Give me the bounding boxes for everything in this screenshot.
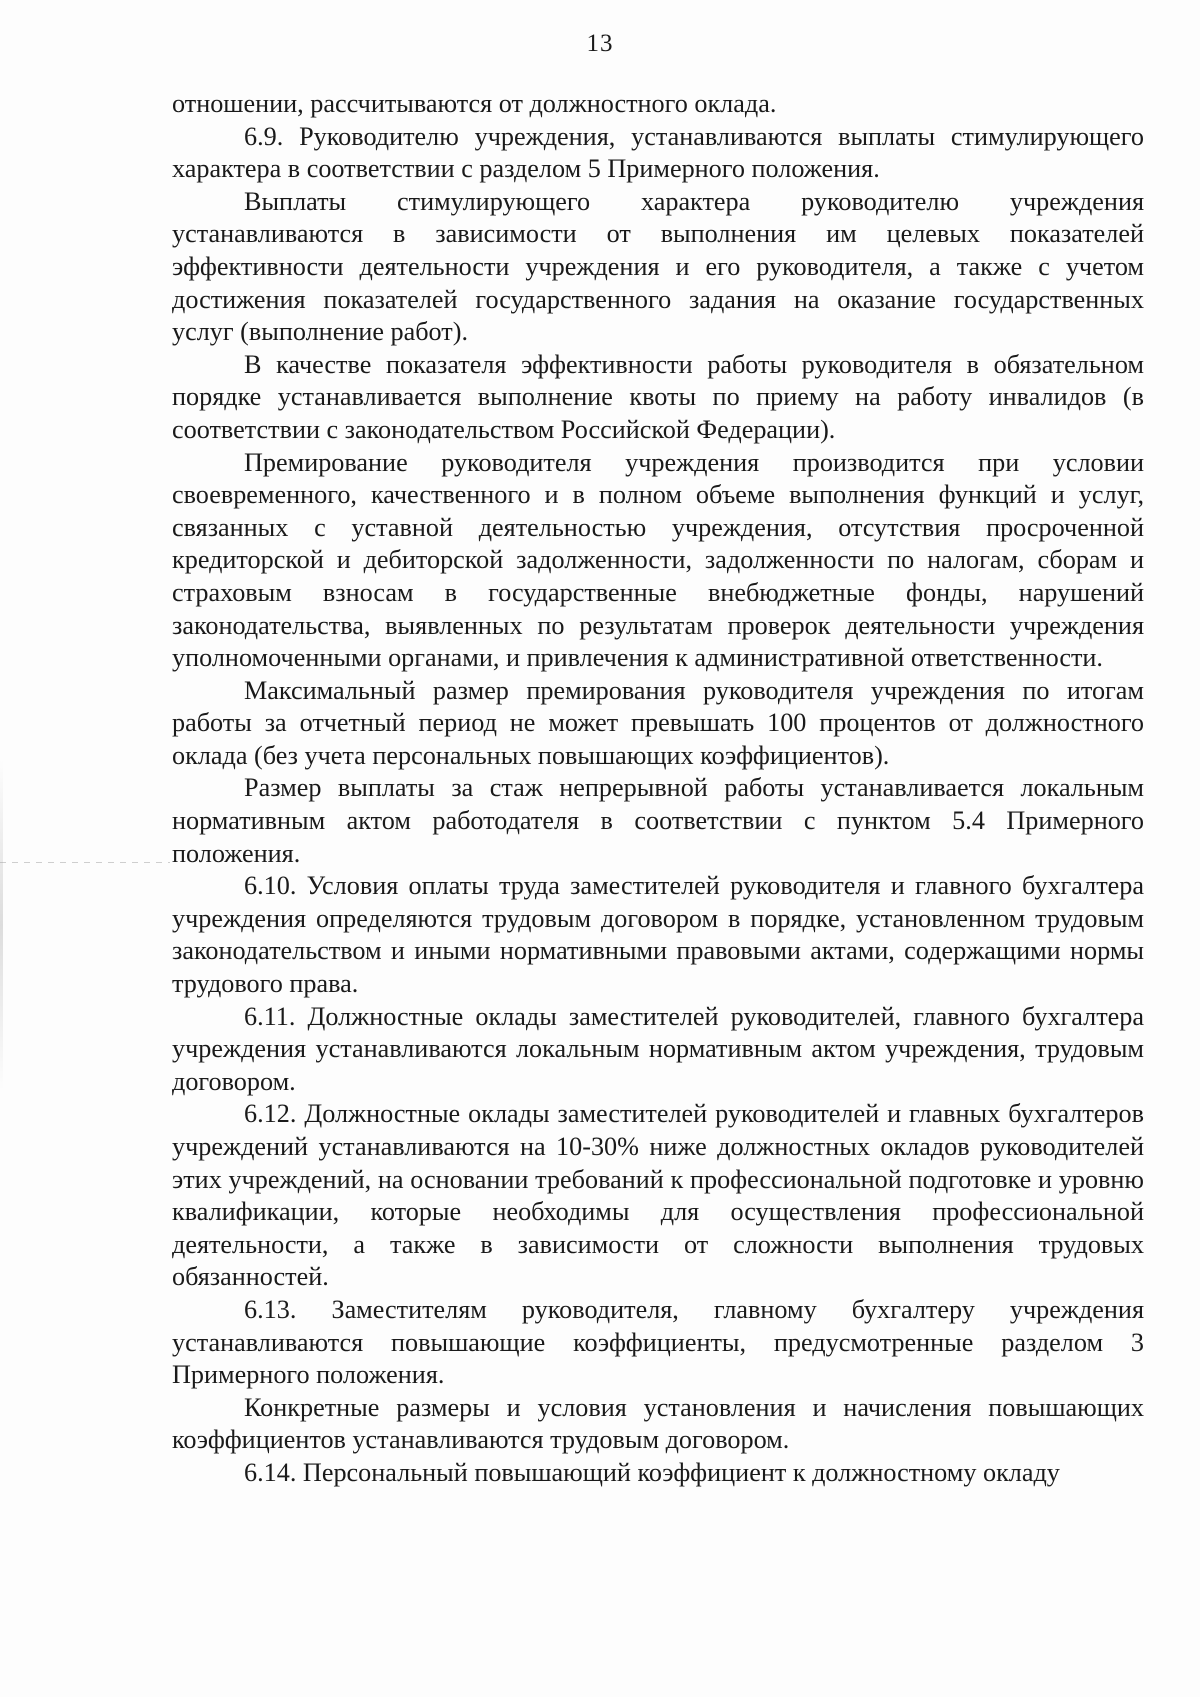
paragraph-bonus-conditions: Премирование руководителя учреждения производится при условии своевременного, качественного и в полном объеме выполнения функций и услуг, связанных с уставной деятельностью учреждения, отсутствия просроченной кредиторской и дебиторской задолженности, задолженности по налогам, сборам и страховым взносам в государственные внебюджетные фонды, нарушений законодательства, выявленных по результатам проверок деятельности учреждения уполномоченными органами, и привлечения к административной ответственности. bbox=[172, 447, 1144, 673]
paragraph-continuation: отношении, рассчитываются от должностного оклада. bbox=[172, 89, 777, 118]
paragraph-6-11: 6.11. Должностные оклады заместителей руководителей, главного бухгалтера учреждения устанавливаются локальным нормативным актом учреждения, трудовым договором. bbox=[172, 1001, 1144, 1096]
paragraph-seniority-payment: Размер выплаты за стаж непрерывной работы устанавливается локальным нормативным актом работодателя в соответствии с пунктом 5.4 Примерного положения. bbox=[172, 773, 1144, 868]
paragraph-6-14: 6.14. Персональный повышающий коэффициент к должностному окладу bbox=[244, 1457, 1060, 1487]
paragraph-max-bonus: Максимальный размер премирования руководителя учреждения по итогам работы за отчетный период не может превышать 100 процентов от должностного оклада (без учета персональных повышающих коэффициентов). bbox=[172, 675, 1144, 770]
paragraph-6-12: 6.12. Должностные оклады заместителей руководителей и главных бухгалтеров учреждений устанавливаются на 10-30% ниже должностных окладов руководителей этих учреждений, на основании требований к профессиональной подготовке и уровню квалификации, которые необходимы для осуществления профессиональной деятельности, а также в зависимости от сложности выполнения трудовых обязанностей. bbox=[172, 1099, 1144, 1292]
scan-edge-artifact bbox=[0, 760, 3, 1090]
paragraph-6-9: 6.9. Руководителю учреждения, устанавливаются выплаты стимулирующего характера в соответствии с разделом 5 Примерного положения. bbox=[172, 121, 1144, 184]
paragraph-coefficient-sizes: Конкретные размеры и условия установления и начисления повышающих коэффициентов устанавливаются трудовым договором. bbox=[172, 1392, 1144, 1455]
document-body bbox=[172, 88, 1144, 1490]
paragraph-efficiency-indicator: В качестве показателя эффективности работы руководителя в обязательном порядке устанавливается выполнение квоты по приему на работу инвалидов (в соответствии с законодательством Российской Федерации). bbox=[172, 349, 1144, 444]
paragraph-stimulating-payments: Выплаты стимулирующего характера руководителю учреждения устанавливаются в зависимости от выполнения им целевых показателей эффективности деятельности учреждения и его руководителя, а также с учетом достижения показателей государственного задания на оказание государственных услуг (выполнение работ). bbox=[172, 186, 1144, 347]
paragraph-6-13: 6.13. Заместителям руководителя, главному бухгалтеру учреждения устанавливаются повышающие коэффициенты, предусмотренные разделом 3 Примерного положения. bbox=[172, 1294, 1144, 1390]
page-number: 13 bbox=[586, 30, 614, 57]
paragraph-6-10: 6.10. Условия оплаты труда заместителей руководителя и главного бухгалтера учреждения определяются трудовым договором в порядке, установленном трудовым законодательством и иными нормативными правовыми актами, содержащими нормы трудового права. bbox=[172, 871, 1144, 999]
scan-line-artifact bbox=[0, 862, 170, 863]
